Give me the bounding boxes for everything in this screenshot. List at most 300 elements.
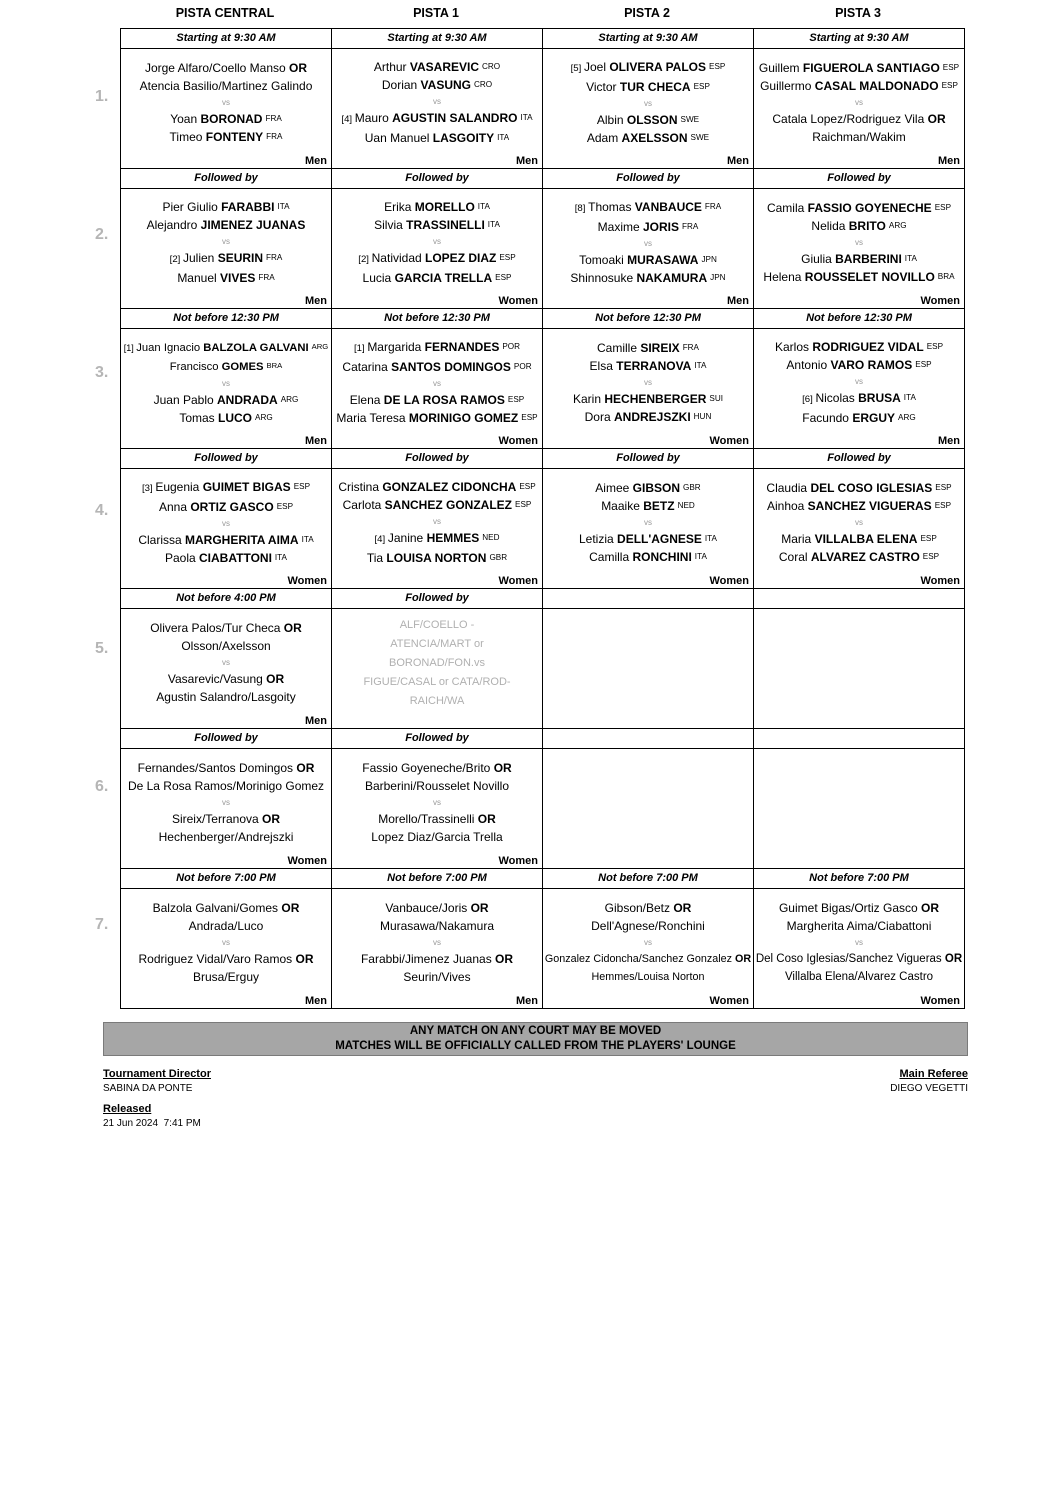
cell-time-header: Followed by [331,588,543,609]
text-segment: SWE [690,133,710,142]
main-referee-name: DIEGO VEGETTI [890,1083,968,1094]
player-line [122,950,330,968]
player-line [755,199,963,217]
player-line [333,216,541,234]
match-cell [542,168,754,309]
player-line [544,497,752,515]
text-segment: Joel [583,60,610,74]
text-segment: ARG [888,221,907,230]
text-segment: FONTENY [205,130,264,144]
player-line [122,777,330,795]
text-segment: ESP [941,81,958,90]
match-cell [753,308,965,449]
text-segment: ATENCIA/MART or [390,638,484,650]
player-line [755,950,963,968]
text-segment: ERGUY [852,411,896,425]
player-line [333,249,541,269]
text-segment: Alejandro [146,218,201,232]
player-line [122,391,330,409]
vs-label: vs [855,938,863,947]
player-line [333,409,541,427]
player-line [333,129,541,147]
match-body [331,189,543,309]
player-line [122,531,330,549]
text-segment: De La Rosa Ramos/Morinigo Gomez [127,779,325,793]
category-label: Women [920,295,960,307]
text-segment: SWE [680,115,700,124]
vs-label: vs [222,98,230,107]
text-segment: OR [673,901,692,915]
text-segment: Elena [349,393,384,407]
player-line [755,268,963,286]
text-segment: SANCHEZ VIGUERAS [807,499,932,513]
player-line [544,968,752,986]
vs-label: vs [222,379,230,388]
vs-label: vs [644,938,652,947]
text-segment: Maria Teresa [336,411,409,425]
match-cell [120,28,332,169]
text-segment: BETZ [643,499,675,513]
text-segment: HEMMES [426,531,480,545]
text-segment: FRA [266,253,283,262]
match-body [753,329,965,449]
player-line [544,58,752,78]
text-segment: GOMES [221,361,264,373]
text-segment: TERRANOVA [616,359,692,373]
schedule-row-4 [120,448,968,589]
text-segment: DEL COSO IGLESIAS [810,481,933,495]
player-line [333,828,541,846]
text-segment: FRA [682,222,699,231]
text-segment: Manuel [177,271,221,285]
cell-time-header: Not before 7:00 PM [753,868,965,889]
match-cell [542,868,754,1009]
text-segment: TRASSINELLI [406,218,485,232]
match-body [753,49,965,169]
text-segment: BORONAD [200,112,263,126]
notice-line-2: MATCHES WILL BE OFFICIALLY CALLED FROM THE PLAYERS' LOUNGE [335,1040,736,1052]
player-line [333,615,541,634]
text-segment: Antonio [786,358,831,372]
text-segment: ITA [694,361,707,370]
schedule-content [95,6,968,1131]
player-line [333,672,541,691]
main-referee-label: Main Referee [899,1068,968,1080]
vs-label: vs [222,658,230,667]
player-line [333,198,541,216]
text-segment: Fassio Goyeneche/Brito [362,761,494,775]
text-segment: ESP [499,253,516,262]
player-line [755,338,963,356]
text-segment: Francisco [169,361,222,373]
player-line [544,548,752,566]
text-segment: NED [677,501,695,510]
category-label: Men [305,155,327,167]
text-segment: Andrada/Luco [188,919,264,933]
player-line [122,759,330,777]
text-segment: NAKAMURA [636,271,708,285]
player-line [122,269,330,287]
match-body [542,189,754,309]
text-segment: Nelida [811,219,849,233]
text-segment: Margarida [367,340,425,354]
match-body [542,889,754,1009]
row-number-4: 4. [95,502,109,519]
text-segment: Juan Ignacio [136,342,204,354]
match-body [331,749,543,869]
player-line [544,950,752,968]
text-segment: ESP [507,395,525,404]
released-label: Released [103,1103,152,1115]
cell-time-header: Not before 12:30 PM [753,308,965,329]
vs-label: vs [855,98,863,107]
text-segment: ALF/COELLO - [399,619,475,631]
text-segment: RAICH/WA [409,695,465,707]
text-segment: Brusa/Erguy [192,970,260,984]
cell-time-header [753,728,965,749]
match-cell [753,728,965,869]
cell-time-header: Followed by [120,728,332,749]
text-segment: Timeo [169,130,206,144]
schedule-grid [120,28,968,1009]
player-line [333,109,541,129]
player-line [333,529,541,549]
text-segment: Thomas [588,200,635,214]
text-segment: Raichman/Wakim [812,130,906,144]
text-segment: Lucia [362,271,395,285]
player-line [122,249,330,269]
text-segment: Shinnosuke [570,271,637,285]
player-line [122,409,330,427]
text-segment: JORIS [643,220,680,234]
cell-time-header: Followed by [753,168,965,189]
text-segment: OR [289,61,308,75]
text-segment: Aimee [595,481,633,495]
vs-label: vs [433,379,441,388]
match-cell [331,168,543,309]
text-segment: ARG [280,395,299,404]
text-segment: Barberini/Rousselet Novillo [364,779,510,793]
text-segment: FASSIO GOYENECHE [807,201,932,215]
match-body [331,329,543,449]
text-segment: ESP [693,82,710,91]
category-label: Women [920,575,960,587]
player-line [544,251,752,269]
player-line [333,358,541,376]
player-line [333,391,541,409]
text-segment: ESP [521,413,538,422]
text-segment: RONCHINI [632,550,692,564]
player-line [333,777,541,795]
text-segment: LASGOITY [432,131,495,145]
category-label: Men [938,435,960,447]
match-cell [120,308,332,449]
row-number-1: 1. [95,88,109,105]
vs-label: vs [433,517,441,526]
text-segment: ESP [495,273,512,282]
match-body [753,889,965,1009]
match-cell [753,168,965,309]
text-segment: TUR CHECA [619,80,691,94]
text-segment: Dora [584,410,614,424]
text-segment: Janine [387,531,427,545]
vs-label: vs [222,938,230,947]
text-segment: FIGUEROLA SANTIAGO [802,61,940,75]
match-cell [331,868,543,1009]
player-line [122,810,330,828]
text-segment: VANBAUCE [634,200,702,214]
text-segment: ESP [926,342,944,351]
text-segment: LOUISA NORTON [386,551,487,565]
player-line [333,810,541,828]
player-line [333,691,541,710]
text-segment: Uan Manuel [364,131,433,145]
text-segment: ARG [311,342,329,351]
player-line [122,670,330,688]
text-segment: ITA [477,202,490,211]
match-cell [120,168,332,309]
notice-banner [103,1022,968,1056]
text-segment: [4] [374,534,388,545]
text-segment: JPN [710,273,726,282]
category-label: Men [305,715,327,727]
player-line [755,59,963,77]
text-segment: ANDREJSZKI [613,410,691,424]
text-segment: Cristina [338,480,383,494]
cell-time-header: Followed by [331,168,543,189]
text-segment: Helena [763,270,805,284]
player-line [122,478,330,498]
match-body [331,469,543,589]
text-segment: POR [513,362,532,371]
match-cell [753,868,965,1009]
text-segment: Gonzalez Cidoncha/Sanchez Gonzalez [544,953,735,965]
text-segment: Del Coso Iglesias/Sanchez Vigueras [755,953,945,965]
text-segment: DE LA ROSA RAMOS [383,393,505,407]
match-body [120,469,332,589]
text-segment: FERNANDES [424,340,500,354]
player-line [755,530,963,548]
text-segment: OR [944,953,963,965]
text-segment: Anna [158,500,191,514]
text-segment: FRA [265,114,282,123]
text-segment: GUIMET BIGAS [202,480,291,494]
text-segment: MARGHERITA AIMA [185,533,299,547]
text-segment: Seurin/Vives [403,970,471,984]
cell-time-header: Starting at 9:30 AM [120,28,332,49]
match-cell [331,28,543,169]
text-segment: SANCHEZ GONZALEZ [384,498,513,512]
text-segment: ITA [704,534,717,543]
player-line [755,479,963,497]
match-body [120,329,332,449]
schedule-row-7 [120,868,968,1009]
text-segment: ITA [903,393,916,402]
category-label: Women [709,995,749,1007]
text-segment: Jorge Alfaro/Coello Manso [144,61,290,75]
cell-time-header: Followed by [331,448,543,469]
player-line [333,950,541,968]
schedule-row-6 [120,728,968,869]
match-body [120,889,332,1009]
vs-label: vs [222,519,230,528]
text-segment: Giulia [801,252,836,266]
player-line [755,409,963,427]
category-label: Men [305,995,327,1007]
text-segment: Vanbauce/Joris [385,901,471,915]
row-number-3: 3. [95,364,109,381]
officials-left [103,1067,211,1131]
vs-label: vs [433,798,441,807]
cell-time-header: Starting at 9:30 AM [331,28,543,49]
text-segment: MURASAWA [627,253,699,267]
text-segment: Natividad [371,251,426,265]
text-segment: JPN [701,255,717,264]
player-line [122,688,330,706]
text-segment: JIMENEZ JUANAS [200,218,306,232]
player-line [544,111,752,129]
schedule-row-5 [120,588,968,729]
text-segment: CRO [482,62,501,71]
player-line [544,479,752,497]
player-line [122,59,330,77]
category-label: Men [516,995,538,1007]
schedule-row-3 [120,308,968,449]
vs-label: vs [222,237,230,246]
text-segment: Villalba Elena/Alvarez Castro [784,971,934,983]
text-segment: Vasarevic/Vasung [167,672,267,686]
player-line [333,58,541,76]
text-segment: Albin [596,113,627,127]
row-number-2: 2. [95,226,109,243]
category-label: Men [305,295,327,307]
text-segment: Morello/Trassinelli [378,812,478,826]
text-segment: Silvia [374,218,407,232]
text-segment: CRO [474,80,493,89]
text-segment: Tomoaki [579,253,628,267]
match-cell [542,728,754,869]
text-segment: ITA [497,133,510,142]
player-line [755,497,963,515]
text-segment: VASUNG [420,78,471,92]
text-segment: ESP [935,483,952,492]
text-segment: OR [734,953,752,965]
vs-label: vs [644,99,652,108]
match-cell [120,588,332,729]
match-cell [542,28,754,169]
text-segment: [1] [123,343,137,353]
text-segment: Elsa [589,359,617,373]
text-segment: Agustin Salandro/Lasgoity [156,690,296,704]
match-cell [331,308,543,449]
text-segment: Sireix/Terranova [171,812,263,826]
text-segment: ESP [942,63,960,72]
court-title-pista-3: PISTA 3 [835,6,881,20]
player-line [544,408,752,426]
text-segment: FRA [266,132,283,141]
player-line [333,496,541,514]
text-segment: Karlos [774,340,813,354]
text-segment: ESP [915,360,932,369]
text-segment: Rodriguez Vidal/Varo Ramos [138,952,296,966]
text-segment: Tomas [179,411,218,425]
vs-label: vs [855,377,863,386]
match-cell [753,588,965,729]
player-line [333,917,541,935]
text-segment: ESP [934,501,952,510]
player-line [122,498,330,516]
player-line [122,357,330,376]
player-line [755,128,963,146]
text-segment: Adam [586,131,622,145]
player-line [544,129,752,147]
cell-time-header: Not before 7:00 PM [120,868,332,889]
match-cell [331,588,543,729]
match-body [331,889,543,1009]
text-segment: GARCIA TRELLA [394,271,493,285]
text-segment: Ainhoa [766,499,808,513]
cell-time-header: Not before 4:00 PM [120,588,332,609]
category-label: Men [938,155,960,167]
text-segment: Erika [384,200,415,214]
text-segment: Claudia [766,481,811,495]
player-line [122,619,330,637]
text-segment: Arthur [373,60,410,74]
cell-time-header: Followed by [542,448,754,469]
match-body [120,189,332,309]
text-segment: ESP [515,500,532,509]
text-segment: SEURIN [217,251,264,265]
text-segment: ESP [709,62,726,71]
vs-label: vs [433,237,441,246]
text-segment: Lopez Diaz/Garcia Trella [371,830,503,844]
text-segment: OR [296,761,315,775]
row-number-gutter [95,28,120,1009]
text-segment: OLIVERA PALOS [609,60,707,74]
player-line [333,549,541,567]
text-segment: Victor [586,80,620,94]
text-segment: FRA [258,273,275,282]
player-line [544,269,752,287]
match-body [331,49,543,169]
notice-line-1: ANY MATCH ON ANY COURT MAY BE MOVED [409,1025,662,1037]
text-segment: BRUSA [858,391,901,405]
court-title-pista-1: PISTA 1 [413,6,459,20]
text-segment: [8] [574,203,589,214]
text-segment: FIGUE/CASAL or CATA/ROD- [363,676,511,688]
category-label: Women [920,995,960,1007]
player-line [755,217,963,235]
text-segment: ITA [277,202,290,211]
player-line [333,478,541,496]
player-line [544,530,752,548]
text-segment: OR [921,901,940,915]
text-segment: Atencia Basilio/Martinez Galindo [139,79,313,93]
text-segment: Gibson/Betz [604,901,674,915]
vs-label: vs [644,378,652,387]
text-segment: OR [477,812,496,826]
match-body [120,609,332,729]
text-segment: OR [283,621,302,635]
text-segment: Mauro [354,111,393,125]
player-line [755,968,963,986]
player-line [333,759,541,777]
text-segment: ITA [694,552,707,561]
category-label: Women [498,295,538,307]
court-title-pista-2: PISTA 2 [624,6,670,20]
category-label: Women [498,435,538,447]
text-segment: BRITO [848,219,886,233]
